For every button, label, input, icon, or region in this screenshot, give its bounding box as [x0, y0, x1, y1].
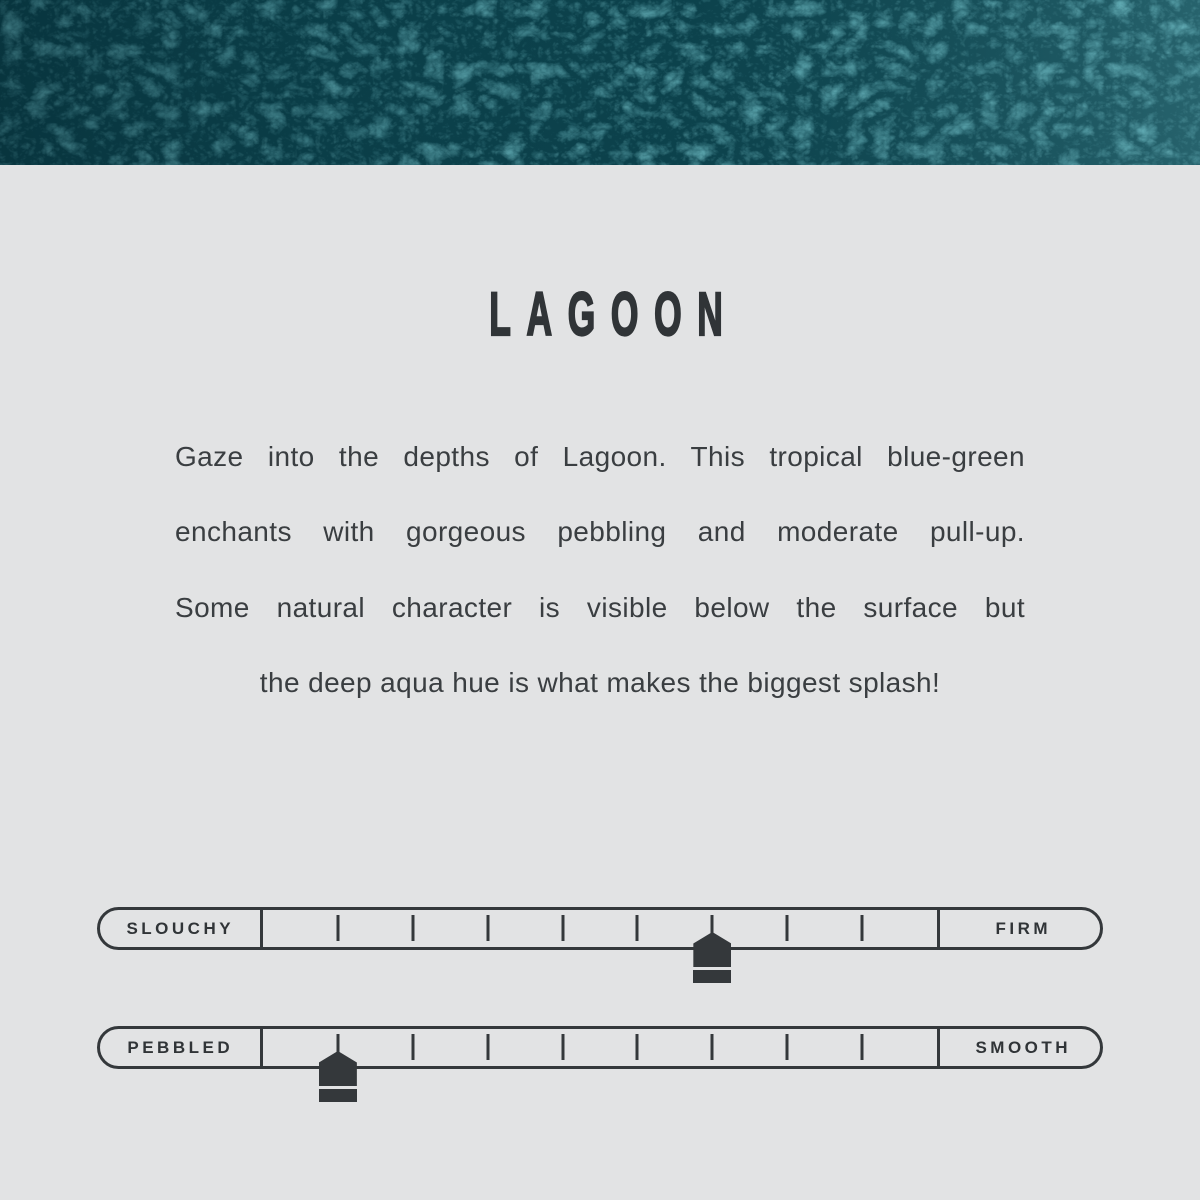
scale-track: [263, 1026, 937, 1069]
scale-tick: [486, 1034, 489, 1060]
scale-track: [263, 907, 937, 950]
scale-tick: [861, 915, 864, 941]
scale-tick: [636, 1034, 639, 1060]
scale-tick: [711, 1034, 714, 1060]
marker-bar: [693, 970, 731, 983]
scale-tick: [336, 1034, 339, 1060]
scale-tick: [486, 915, 489, 941]
color-description: [175, 419, 1025, 720]
texture-scale: [97, 1026, 1103, 1069]
color-title: [0, 280, 1200, 348]
firmness-scale: [97, 907, 1103, 950]
scale-tick: [561, 1034, 564, 1060]
scale-tick: [861, 1034, 864, 1060]
description-line: enchants with gorgeous pebbling and moderate pull-up.: [175, 516, 1025, 548]
scale-left-label: PEBBLED: [127, 1038, 234, 1057]
marker-bar: [319, 1089, 357, 1102]
color-title-text: LAGOON: [488, 280, 739, 348]
description-line: the deep aqua hue is what makes the biggest splash!: [259, 666, 941, 698]
scale-right-label: FIRM: [995, 919, 1052, 938]
description-line: Gaze into the depths of Lagoon. This tropical blue-green: [175, 441, 1025, 472]
scale-right-label: SMOOTH: [975, 1038, 1072, 1057]
scale-tick: [336, 915, 339, 941]
leather-texture-banner: [0, 0, 1200, 165]
leather-texture-image: [0, 0, 1200, 165]
scale-tick: [711, 915, 714, 941]
scale-tick: [411, 915, 414, 941]
description-line: Some natural character is visible below the surface but: [175, 591, 1025, 623]
scale-tick: [786, 915, 789, 941]
scale-tick: [636, 915, 639, 941]
scale-tick: [786, 1034, 789, 1060]
scale-left-label: SLOUCHY: [126, 919, 235, 938]
scale-tick: [561, 915, 564, 941]
scale-tick: [411, 1034, 414, 1060]
